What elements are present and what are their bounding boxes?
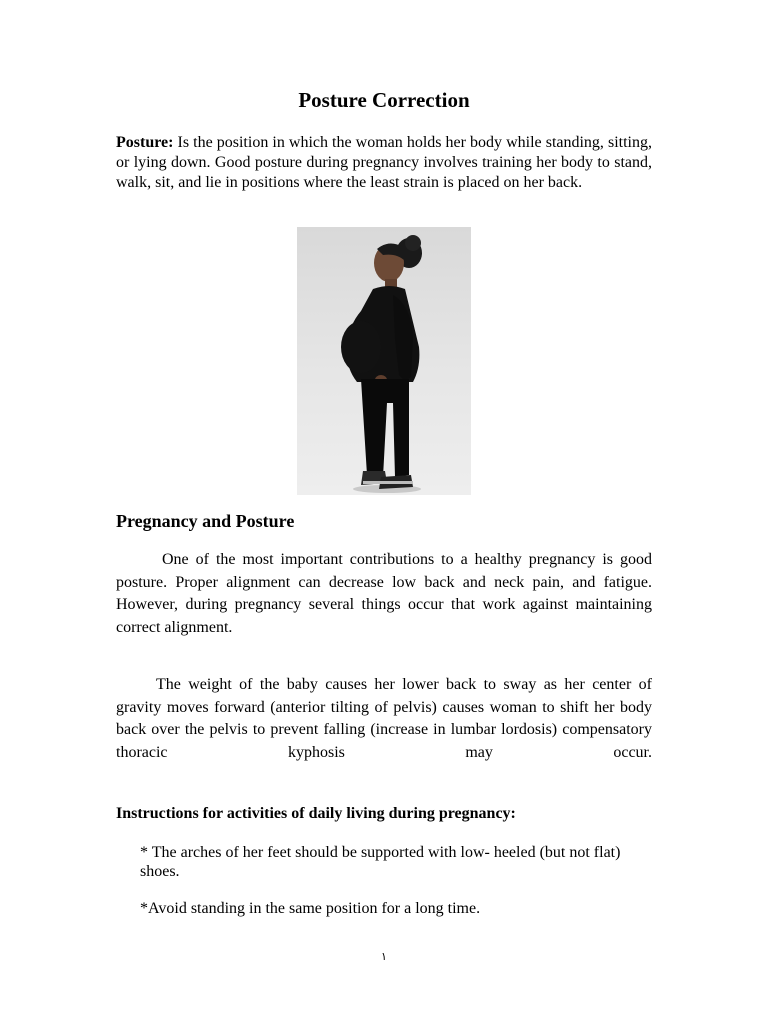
instruction-item: * The arches of her feet should be supported with low- heeled (but not flat) shoes. <box>140 844 621 880</box>
intro-text: Is the position in which the woman holds her body while standing, sitting, or lying down. Good posture during pregnancy involves training her body to stand, walk, sit, and lie in positions where the least strain is placed on her back. <box>116 134 652 191</box>
body-paragraph-2: The weight of the baby causes her lower back to sway as her center of gravity moves forward (anterior tilting of pelvis) causes woman to shift her body back over the pelvis to prevent falling (increase in lumbar lordosis) compensatory thoracic kyphosis may occur. <box>116 676 652 761</box>
intro-lead-term: Posture: <box>116 134 174 151</box>
intro-paragraph <box>116 133 652 193</box>
instructions-heading: Instructions for activities of daily living during pregnancy: <box>116 805 516 822</box>
page-title: Posture Correction <box>298 88 470 112</box>
pregnant-woman-side-view-photo <box>297 227 471 495</box>
section-heading: Pregnancy and Posture <box>116 511 295 531</box>
instruction-item: *Avoid standing in the same position for a long time. <box>140 900 481 917</box>
body-paragraph-1: One of the most important contributions to a healthy pregnancy is good posture. Proper alignment can decrease low back and neck pain, and fatigue. However, during pregnancy several things occur that work against maintaining correct alignment. <box>116 551 652 636</box>
page-number: ١ <box>381 951 387 963</box>
